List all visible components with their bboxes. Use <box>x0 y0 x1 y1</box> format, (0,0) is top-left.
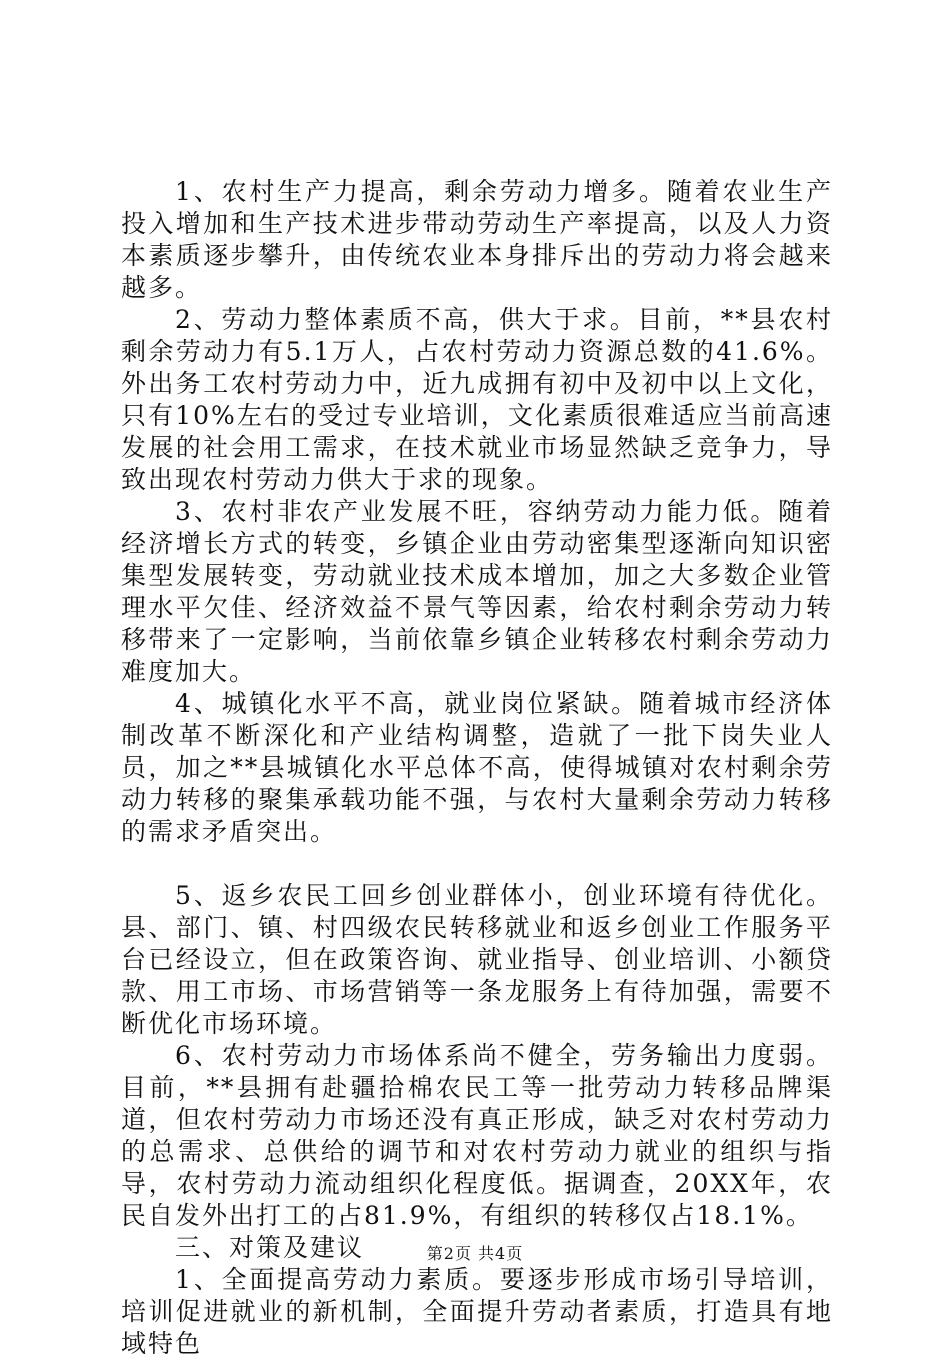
paragraph-5: 5、返乡农民工回乡创业群体小，创业环境有待优化。县、部门、镇、村四级农民转移就业和返乡创业工作服务平台已经设立，但在政策咨询、就业指导、创业培训、小额贷款、用工市场、市场营销等一条龙服务上有待加强，需要不断优化市场环境。 <box>121 881 833 1038</box>
paragraph-7: 1、全面提高劳动力素质。要逐步形成市场引导培训，培训促进就业的新机制，全面提升劳动者素质，打造具有地域特色 <box>121 1265 833 1358</box>
blank-line <box>121 848 833 880</box>
paragraph-4: 4、城镇化水平不高，就业岗位紧缺。随着城市经济体制改革不断深化和产业结构调整，造就了一批下岗失业人员，加之**县城镇化水平总体不高，使得城镇对农村剩余劳动力转移的聚集承载功能不强，与农村大量剩余劳动力转移的需求矛盾突出。 <box>121 689 833 846</box>
paragraph-6: 6、农村劳动力市场体系尚不健全，劳务输出力度弱。目前，**县拥有赴疆拾棉农民工等一批劳动力转移品牌渠道，但农村劳动力市场还没有真正形成，缺乏对农村劳动力的总需求、总供给的调节和对农村劳动力就业的组织与指导，农村劳动力流动组织化程度低。据调查，20XX年，农民自发外出打工的占81.9%，有组织的转移仅占18.1%。 <box>121 1041 833 1230</box>
paragraph-1: 1、农村生产力提高，剩余劳动力增多。随着农业生产投入增加和生产技术进步带动劳动生产率提高，以及人力资本素质逐步攀升，由传统农业本身排斥出的劳动力将会越来越多。 <box>121 177 833 302</box>
document-body <box>121 176 833 1360</box>
paragraph-3: 3、农村非农产业发展不旺，容纳劳动力能力低。随着经济增长方式的转变，乡镇企业由劳动密集型逐渐向知识密集型发展转变，劳动就业技术成本增加，加之大多数企业管理水平欠佳、经济效益不景气等因素，给农村剩余劳动力转移带来了一定影响，当前依靠乡镇企业转移农村剩余劳动力难度加大。 <box>121 497 833 686</box>
paragraph-2: 2、劳动力整体素质不高，供大于求。目前，**县农村剩余劳动力有5.1万人，占农村劳动力资源总数的41.6%。外出务工农村劳动力中，近九成拥有初中及初中以上文化，只有10%左右的受过专业培训，文化素质很难适应当前高速发展的社会用工需求，在技术就业市场显然缺乏竞争力，导致出现农村劳动力供大于求的现象。 <box>121 305 833 494</box>
page-footer: 第2页 共4页 <box>426 1244 524 1263</box>
section-heading: 三、对策及建议 <box>175 1233 365 1262</box>
